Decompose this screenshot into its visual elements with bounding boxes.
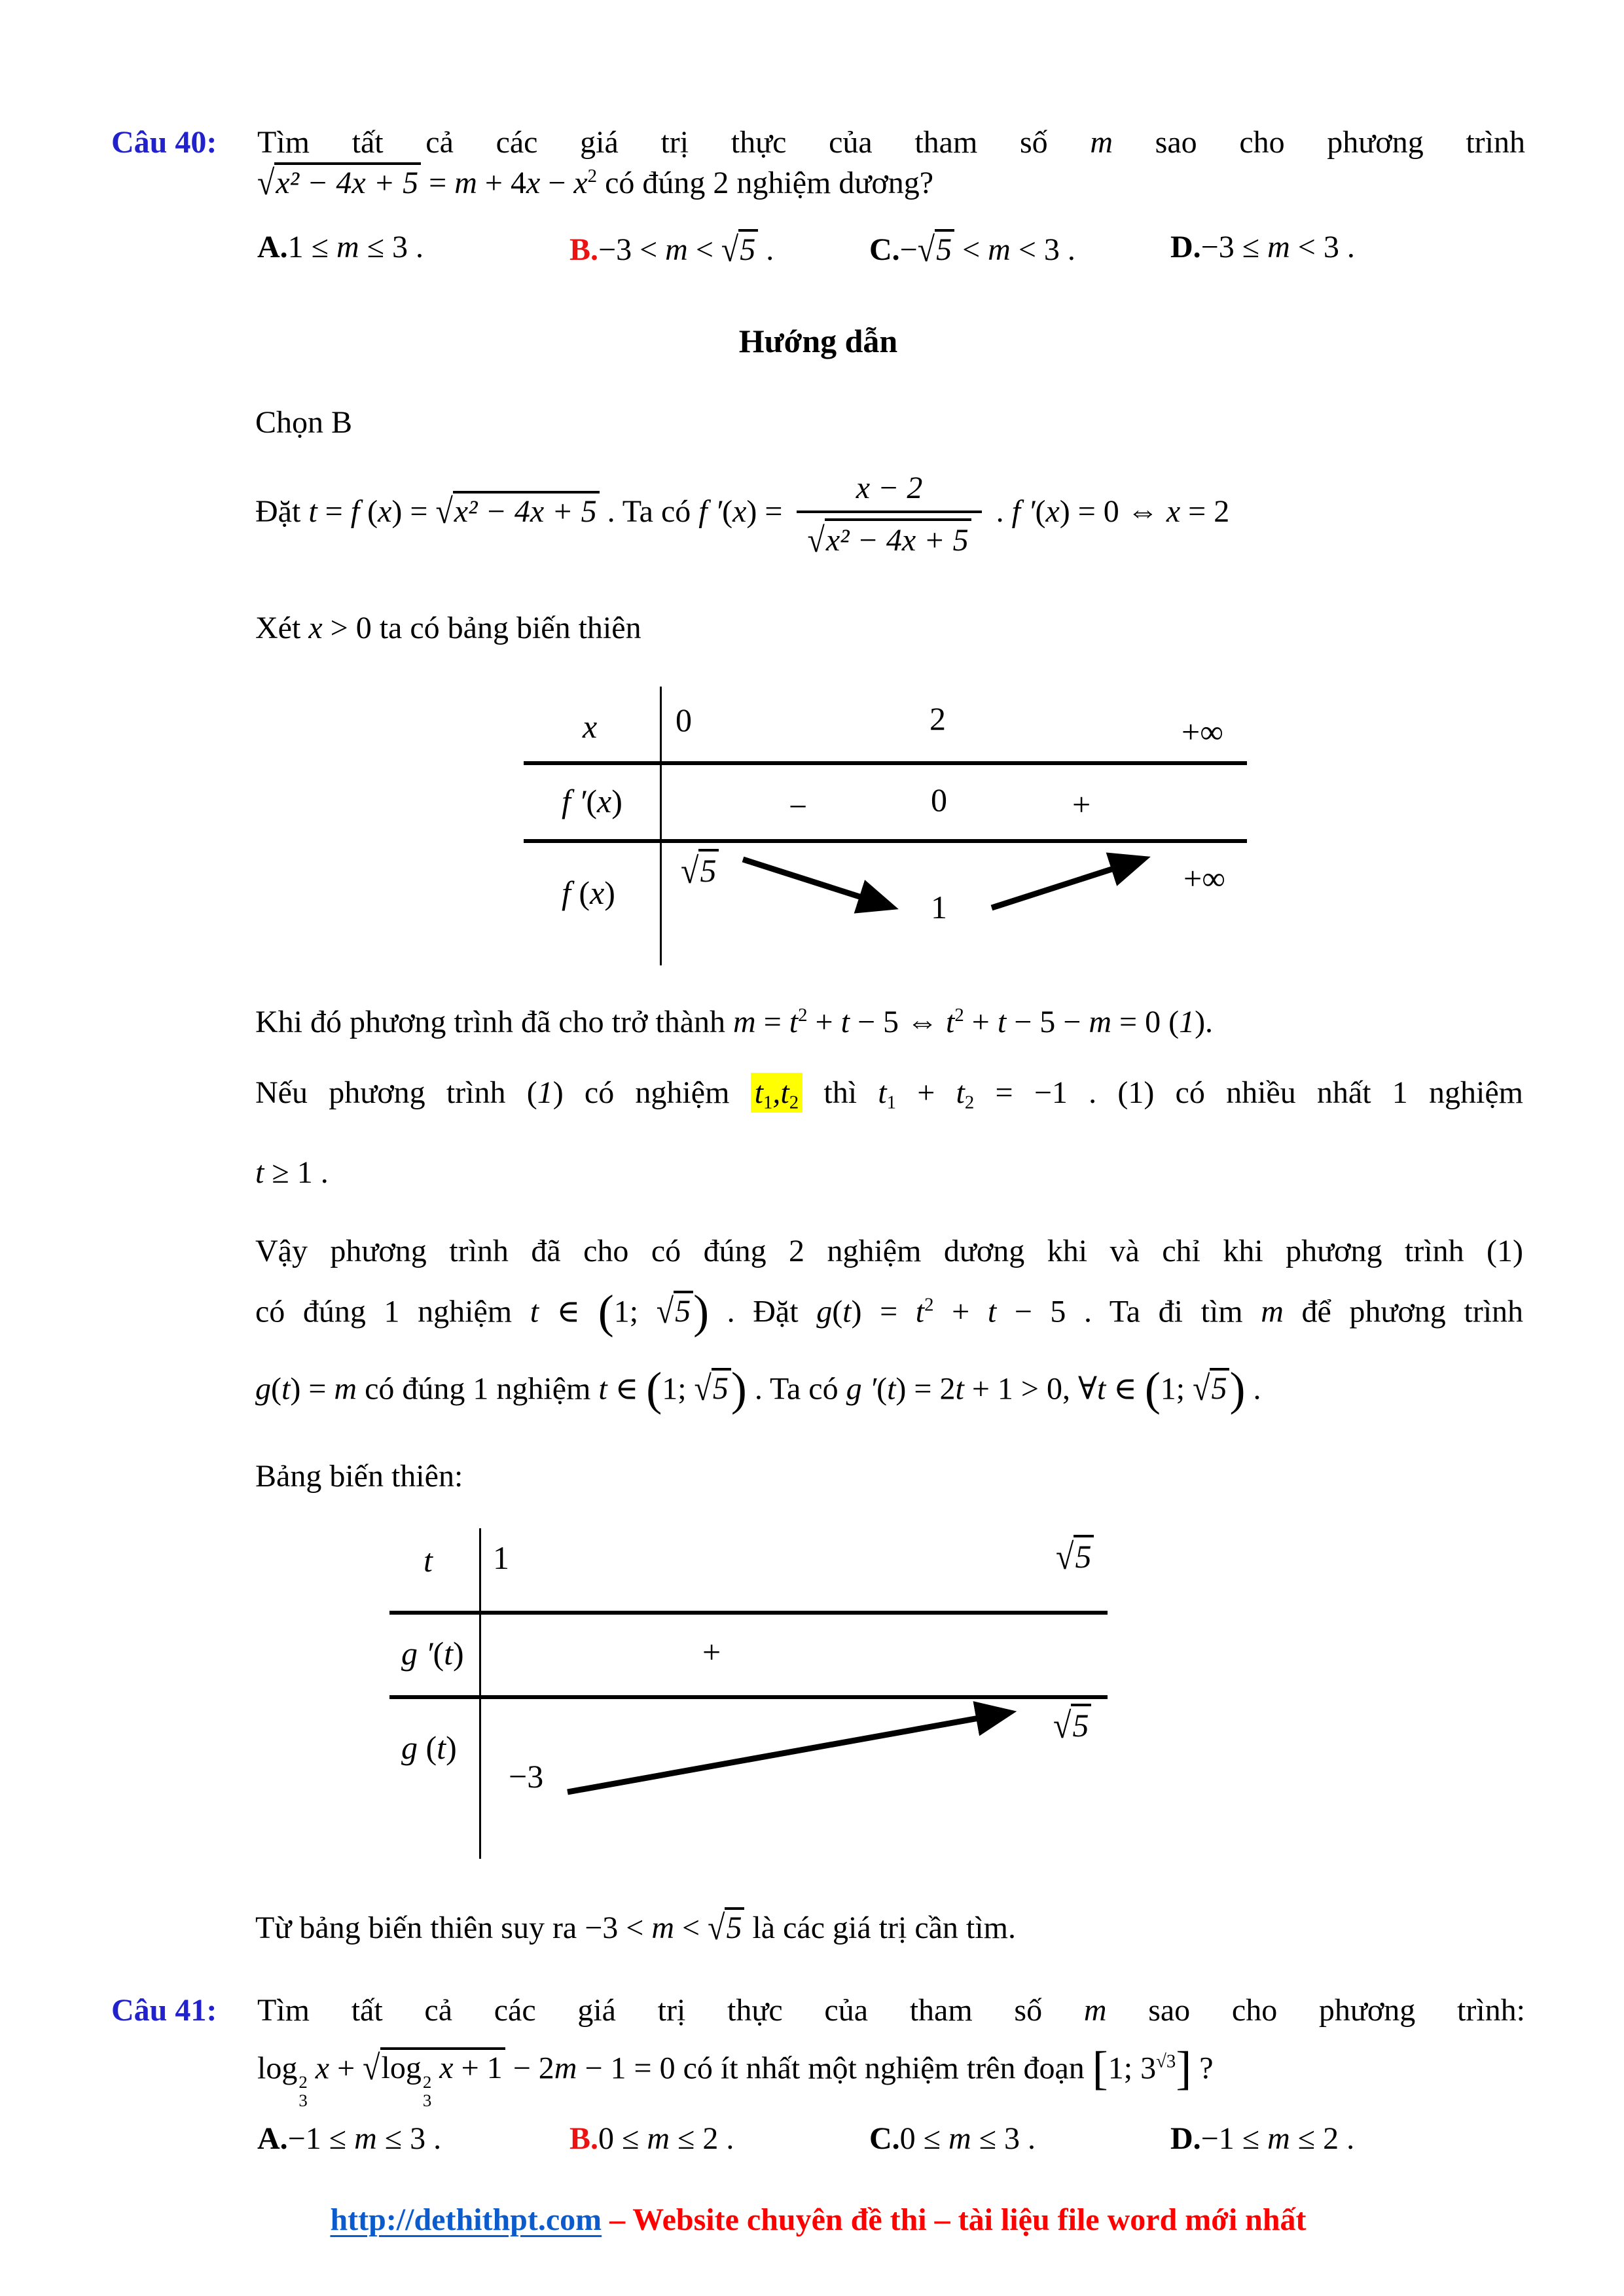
math-token: 2 (789, 1092, 799, 1113)
math-token: [ (1092, 2042, 1108, 2094)
math-token: +∞ (1182, 713, 1223, 750)
math-token: 5 (1075, 1538, 1092, 1575)
math-token: + 1 > 0, ∀ (964, 1371, 1097, 1407)
math-token (363, 2047, 505, 2109)
solution-line-khido (255, 1004, 1213, 1040)
math-token: √ (708, 1908, 725, 1948)
math-token: +∞ (1183, 860, 1225, 897)
math-token: m (733, 1005, 756, 1039)
math-token: g (401, 1729, 426, 1766)
math-token: ( (832, 1294, 843, 1329)
math-token: √ (807, 520, 825, 560)
math-token: + (807, 1005, 841, 1039)
solution-line-dat (255, 469, 1564, 560)
math-token: − (899, 232, 918, 267)
math-token: = −1 . (1) có nhiều nhất 1 nghiệm (974, 1075, 1524, 1110)
math-token: g (816, 1294, 833, 1329)
math-token: t (887, 1371, 896, 1407)
math-token: < (954, 232, 988, 267)
math-token: Khi đó phương trình đã cho trở thành (255, 1005, 734, 1039)
math-token: = (755, 1005, 789, 1039)
option-c-text (899, 230, 1075, 270)
math-token: 5 (700, 852, 717, 889)
math-token: ) có nghiệm (552, 1075, 751, 1110)
math-token: 0 (676, 702, 692, 738)
variation-table-2 (389, 1528, 1113, 1885)
math-token: g ′ (846, 1371, 877, 1407)
math-token: log (257, 2051, 298, 2086)
math-token: Tìm tất cả các giá trị thực của tham số (257, 125, 1091, 160)
math-token: 5 (712, 1371, 729, 1407)
math-token (298, 2073, 307, 2109)
math-token (1193, 1368, 1229, 1407)
math-token: f (350, 494, 360, 529)
math-token (423, 2073, 431, 2109)
math-token: −3 < (598, 232, 666, 267)
math-token: t (308, 494, 317, 529)
math-token: ( (876, 1371, 888, 1407)
math-token: √ (435, 492, 453, 531)
page-footer (111, 2202, 1525, 2238)
math-token: t (437, 1729, 446, 1766)
math-token: −1 ≤ (1200, 2121, 1268, 2156)
math-token: 1 ≤ (287, 230, 337, 264)
math-token: m (336, 230, 359, 264)
option-b-text (598, 230, 774, 270)
question-41-label: Câu 41: (111, 1993, 217, 2028)
math-token: t (956, 1075, 965, 1110)
math-token: 1; (662, 1371, 695, 1407)
math-token: ∈ (539, 1294, 598, 1329)
math-token: ) = (391, 494, 436, 529)
math-token: x (308, 611, 323, 645)
math-token: 2 (422, 2072, 432, 2092)
question-41-option-b (569, 2121, 869, 2157)
math-token: m (651, 1910, 675, 1945)
math-token: ( (598, 1285, 614, 1338)
math-token: x (431, 2051, 454, 2086)
math-token: + 4 (477, 166, 526, 200)
math-token: √ (681, 850, 699, 891)
option-c-label: C. (869, 232, 900, 267)
math-token: f ′ (1011, 494, 1036, 529)
math-token: m (948, 2121, 971, 2156)
math-token: 2 (964, 1092, 975, 1113)
solution-line-t-ge-1 (255, 1155, 329, 1191)
option-c-text (900, 2121, 1036, 2156)
question-41-option-c (869, 2121, 1170, 2157)
math-token (674, 1291, 693, 1329)
math-token: + (933, 1294, 988, 1329)
math-token: ) = (290, 1371, 334, 1407)
math-token: = (421, 166, 455, 200)
math-token (797, 469, 981, 560)
math-token: 3 (298, 2090, 308, 2111)
math-token: m (454, 166, 477, 200)
math-token: Tìm tất cả các giá trị thực của tham số (257, 1993, 1084, 2028)
math-token: −3 ≤ (1200, 230, 1268, 264)
math-token: x (573, 166, 588, 200)
math-token: = (317, 494, 351, 529)
math-token: ( (722, 494, 733, 529)
math-token: 0 ≤ (899, 2121, 949, 2156)
math-token: thì (803, 1075, 878, 1110)
math-token: ≤ 3 . (376, 2121, 442, 2156)
math-token: ( (359, 494, 378, 529)
math-token: = 2 (1180, 494, 1230, 529)
math-token: x (583, 708, 598, 745)
question-40-equation (257, 162, 933, 201)
math-token: t (598, 1371, 607, 1407)
math-token (274, 162, 421, 201)
math-token: sao cho phương trình (1113, 125, 1526, 160)
math-token: ) (604, 874, 615, 911)
math-token: + (1072, 786, 1091, 823)
math-token: . (758, 232, 774, 267)
math-token: . (988, 494, 1012, 529)
math-token (738, 229, 758, 268)
math-token (935, 229, 954, 268)
math-token: + (896, 1075, 956, 1110)
math-token: có đúng 1 nghiệm (255, 1294, 530, 1329)
math-token: − 1 = 0 có ít nhất một nghiệm trên đoạn (577, 2051, 1092, 2086)
math-token: x (1045, 494, 1060, 529)
math-token: 2 (924, 1294, 934, 1316)
math-token: x (526, 166, 541, 200)
math-token: . Đặt (709, 1294, 817, 1329)
math-token: > 0 ta có bảng biến thiên (322, 611, 641, 645)
table1-trend-arrows (524, 684, 1250, 965)
option-d-label: D. (1170, 230, 1201, 264)
math-token: t (1096, 1371, 1106, 1407)
math-token: < (674, 1910, 708, 1945)
math-token: t (255, 1155, 264, 1190)
math-token (257, 162, 421, 201)
math-token: t (754, 1075, 763, 1110)
math-token: 5 (1211, 1371, 1227, 1407)
math-token: 5 (936, 232, 952, 267)
math-token: 0 (931, 781, 947, 818)
math-token: 1 (763, 1092, 773, 1113)
math-token: + (329, 2051, 363, 2086)
math-token: ( (433, 1635, 444, 1672)
math-token: t (444, 1635, 453, 1672)
math-token: ( (1035, 494, 1046, 529)
math-token: 2 (798, 1005, 808, 1026)
footer-link[interactable]: http://dethithpt.com (330, 2202, 602, 2237)
math-token (657, 1291, 693, 1329)
math-token: 5 (1072, 1707, 1089, 1744)
math-token: sao cho phương trình: (1106, 1993, 1525, 2028)
math-token: 1; (613, 1294, 657, 1329)
math-token: có đúng 1 nghiệm (357, 1371, 599, 1407)
math-token: t (281, 1371, 291, 1407)
math-token: m (1090, 125, 1113, 160)
math-token: √ (656, 1292, 674, 1331)
math-token: 1 (1179, 1005, 1195, 1039)
math-token: 1 (886, 1092, 897, 1113)
math-token: m (1089, 1005, 1111, 1039)
math-token: ≤ 2 . (670, 2121, 734, 2156)
math-token: m (1261, 1294, 1284, 1329)
math-token: √ (363, 2049, 380, 2088)
math-token: m (1267, 230, 1290, 264)
math-token: ] (1176, 2042, 1192, 2094)
math-token (918, 229, 954, 268)
option-b-label: B. (569, 232, 599, 267)
math-token: −1 ≤ (287, 2121, 355, 2156)
math-token: x² − 4x + 5 (454, 494, 597, 529)
option-d-text (1201, 2121, 1354, 2156)
math-token: ? (1191, 2051, 1214, 2086)
math-token (846, 469, 933, 511)
math-token: ). (1195, 1005, 1214, 1039)
option-b-label: B. (569, 2121, 599, 2156)
math-token: để phương trình (1283, 1294, 1524, 1329)
option-d-text (1201, 230, 1355, 264)
math-token: 1 (931, 889, 947, 925)
math-token: √ (1056, 1535, 1074, 1577)
math-token: + (964, 1005, 998, 1039)
math-token: g (255, 1371, 271, 1407)
math-token: ) (446, 1729, 457, 1766)
math-token: − (789, 788, 808, 825)
solution-bbt-label: Bảng biến thiên: (255, 1459, 463, 1494)
math-token: 2 (587, 166, 598, 187)
math-token: Đặt (255, 494, 309, 529)
question-40-line1 (257, 124, 1525, 160)
math-token: ≤ 3 . (359, 230, 424, 264)
question-41-line1 (257, 1992, 1525, 2028)
math-token: t (789, 1005, 799, 1039)
math-token: x (590, 874, 605, 911)
math-token: 3 (422, 2090, 432, 2111)
math-token: − 5 . Ta đi tìm (996, 1294, 1261, 1329)
question-40-options (257, 229, 1525, 268)
math-token: 2 (298, 2072, 308, 2092)
math-token (695, 1368, 731, 1407)
question-41-options (257, 2121, 1525, 2157)
math-token: ≤ 3 . (971, 2121, 1036, 2156)
math-token: √ (1193, 1369, 1210, 1408)
option-d-label: D. (1170, 2121, 1201, 2156)
math-token (751, 1073, 803, 1113)
question-41-equation (257, 2042, 1214, 2111)
math-token (721, 229, 758, 268)
math-token: √3 (1156, 2051, 1176, 2072)
solution-conclusion (255, 1907, 1016, 1946)
solution-line-xet (255, 610, 641, 646)
math-token: √ (917, 230, 935, 270)
question-40-option-b (569, 229, 869, 268)
math-token: ,t (772, 1075, 789, 1110)
math-token: m (354, 2121, 377, 2156)
math-token (1210, 1368, 1229, 1407)
math-token: 1; (1160, 1371, 1193, 1407)
math-token: √ (1053, 1704, 1072, 1746)
math-token: 0 ≤ (598, 2121, 647, 2156)
math-token: x (732, 494, 747, 529)
math-token: ( (425, 1729, 437, 1766)
math-token: g ′ (401, 1635, 433, 1672)
math-token (708, 1907, 744, 1946)
footer-spacer (602, 2202, 609, 2237)
math-token: 2 (929, 700, 946, 737)
math-token: . Ta có (746, 1371, 846, 1407)
option-a-label: A. (257, 230, 288, 264)
math-token: ≥ 1 . (264, 1155, 329, 1190)
math-token: 5 (726, 1910, 742, 1945)
math-token: 5 (675, 1294, 691, 1329)
solution-choose-answer: Chọn B (255, 405, 353, 440)
math-token: √ (721, 230, 739, 270)
math-token (725, 1907, 744, 1946)
math-token: . (1245, 1371, 1261, 1407)
math-token: ( (579, 874, 590, 911)
math-token: ) = (746, 494, 791, 529)
math-token: + 1 (453, 2051, 503, 2086)
math-token: log (381, 2051, 422, 2086)
math-token: ) (453, 1635, 464, 1672)
question-40-label: Câu 40: (111, 125, 217, 160)
table2-trend-arrow (389, 1528, 1113, 1885)
math-token (435, 491, 599, 529)
footer-text: – Website chuyên đề thi – tài liệu file word mới nhất (609, 2202, 1307, 2237)
solution-line-neu (255, 1075, 1523, 1111)
solution-line-vay-3 (255, 1363, 1523, 1415)
math-token: t (915, 1294, 925, 1329)
math-token: m (1267, 2121, 1290, 2156)
math-token: x (378, 494, 392, 529)
math-token: f ′ (698, 494, 723, 529)
math-token: m (334, 1371, 357, 1407)
math-token: là các giá trị cần tìm. (744, 1910, 1016, 1945)
math-token (712, 1368, 731, 1407)
math-token: < 3 . (1290, 230, 1355, 264)
math-token: + (702, 1634, 721, 1670)
math-token (807, 518, 971, 560)
variation-table-1 (524, 684, 1250, 965)
math-token: Nếu phương trình ( (255, 1075, 537, 1110)
option-a-text (288, 230, 424, 264)
math-token: t (878, 1075, 887, 1110)
math-token: t (842, 1294, 852, 1329)
math-token: có đúng 2 nghiệm dương? (597, 166, 934, 200)
math-token: ) = 0 ⇔ (1059, 494, 1166, 529)
question-41-option-a (257, 2121, 569, 2157)
math-token: < 3 . (1010, 232, 1075, 267)
math-token: ) = (851, 1294, 916, 1329)
math-token: t (946, 1005, 955, 1039)
math-token: 1 (537, 1075, 553, 1110)
math-token: √ (694, 1369, 712, 1408)
math-token: Từ bảng biến thiên suy ra −3 < (255, 1910, 652, 1945)
math-token: t (955, 1371, 964, 1407)
math-token: x² − 4x + 5 (825, 523, 969, 558)
question-41-option-d (1170, 2121, 1525, 2157)
math-token: ) (1229, 1363, 1246, 1415)
math-token: ) = 2 (895, 1371, 956, 1407)
math-token: ( (646, 1363, 662, 1415)
math-token: = 0 ( (1111, 1005, 1180, 1039)
math-token: x (307, 2051, 330, 2086)
math-token: − 5 − (1006, 1005, 1089, 1039)
option-c-label: C. (869, 2121, 900, 2156)
math-token: t (424, 1542, 433, 1579)
math-token: Xét (255, 611, 309, 645)
math-token: ) (731, 1363, 747, 1415)
math-token: ( (1144, 1363, 1161, 1415)
math-token: − 2 (505, 2051, 554, 2086)
math-token: ∈ (607, 1371, 647, 1407)
math-token: 5 (740, 232, 756, 267)
math-token: f ′ (562, 783, 586, 819)
question-40-option-a (257, 229, 569, 268)
question-40-option-d (1170, 229, 1525, 268)
math-token: m (1083, 1993, 1107, 2028)
solution-line-vay-1 (255, 1233, 1523, 1269)
math-token: < (687, 232, 721, 267)
math-token: m (647, 2121, 670, 2156)
math-token: ∈ (1106, 1371, 1145, 1407)
math-token: √ (257, 163, 275, 203)
math-token: 1 (493, 1539, 509, 1576)
math-token: − 5 ⇔ (849, 1005, 947, 1039)
math-token: m (665, 232, 688, 267)
math-token: ) (693, 1285, 710, 1338)
option-b-text (598, 2121, 734, 2156)
math-token: m (988, 232, 1011, 267)
math-token: − (540, 166, 574, 200)
math-token: t (997, 1005, 1007, 1039)
option-a-text (288, 2121, 441, 2156)
math-token: f (562, 874, 579, 911)
math-token: x (1166, 494, 1181, 529)
question-40-option-c (869, 229, 1170, 268)
math-token: Vậy phương trình đã cho có đúng 2 nghiệm dương khi và chỉ khi phương trình (1) (255, 1234, 1523, 1268)
math-token: x² − 4x + 5 (276, 166, 419, 200)
solution-heading: Hướng dẫn (738, 323, 898, 359)
math-token: m (554, 2051, 577, 2086)
math-token: 1; 3 (1108, 2051, 1157, 2086)
math-token: t (530, 1294, 539, 1329)
math-token: −3 (509, 1758, 544, 1795)
math-token: t (987, 1294, 997, 1329)
math-token (825, 518, 971, 560)
math-token: x (597, 783, 612, 819)
math-token (797, 511, 981, 560)
math-token: ( (271, 1371, 281, 1407)
math-token: ( (586, 783, 597, 819)
math-token: 2 (954, 1005, 964, 1026)
math-token: x − 2 (856, 471, 923, 505)
math-token (380, 2047, 505, 2109)
math-token: ) (611, 783, 623, 819)
math-token: ≤ 2 . (1290, 2121, 1355, 2156)
math-token (453, 491, 600, 529)
option-a-label: A. (257, 2121, 288, 2156)
solution-line-vay-2 (255, 1285, 1524, 1338)
math-token: t (840, 1005, 850, 1039)
math-token: . Ta có (599, 494, 699, 529)
